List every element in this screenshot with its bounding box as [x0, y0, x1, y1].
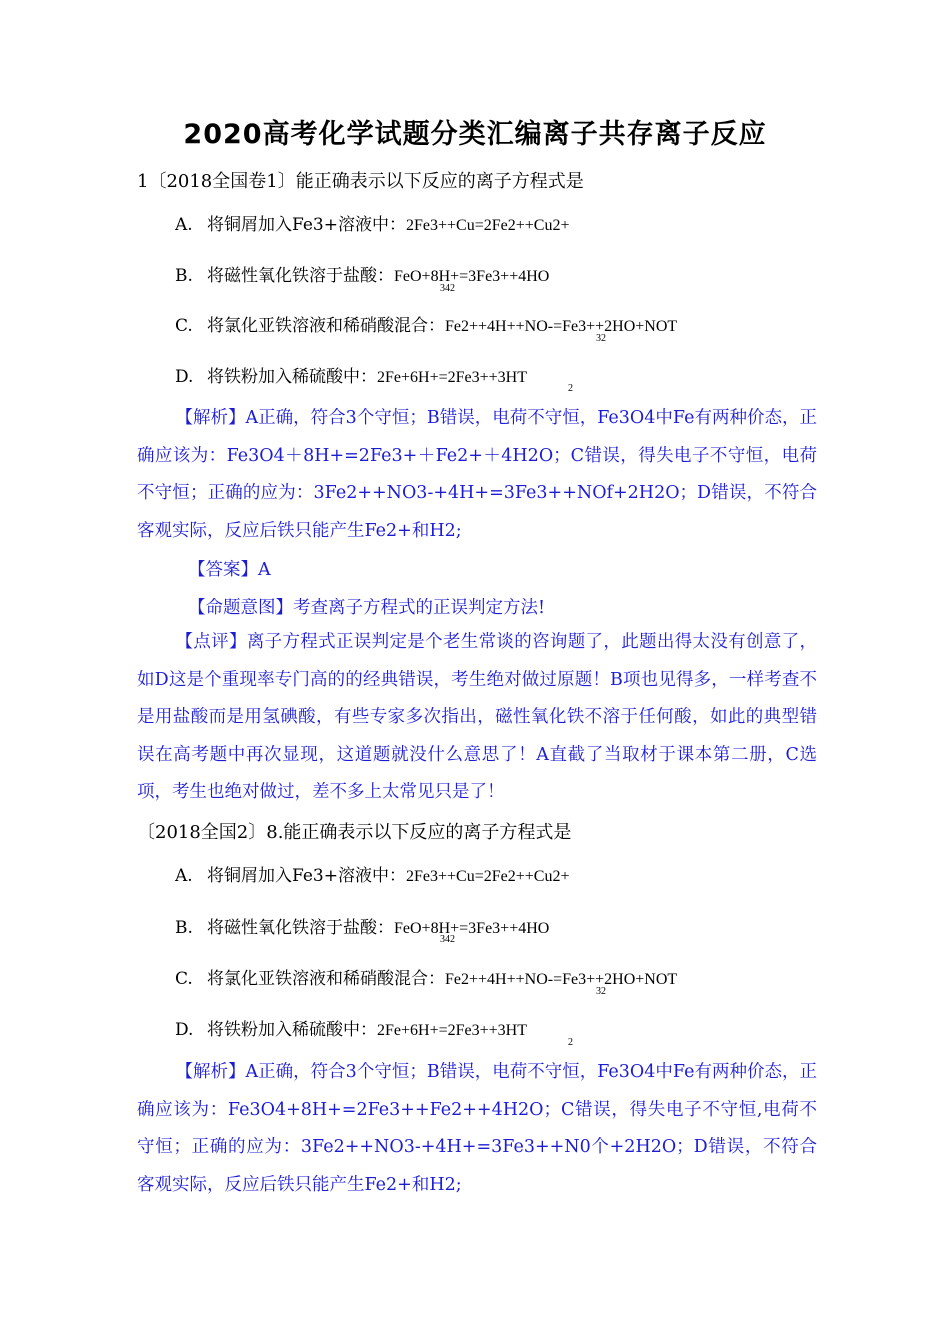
- analysis-text: 【解析】A正确，符合3个守恒；B错误，电荷不守恒，Fe3O4中Fe有两种价态，正确应该为：Fe3O4＋8H+=2Fe3+＋Fe2+＋4H2O；C错误，得失电子不守恒，电荷不守恒；正确的应为：3Fe2++NO3-+4H+=3Fe3++NOf+2H2O；D错误，不符合客观实际，反应后铁只能产生Fe2+和H2;: [137, 408, 817, 541]
- q2-option-c-subscripts: 32: [596, 986, 606, 997]
- q1-intent: 【命题意图】考查离子方程式的正误判定方法!: [188, 598, 546, 618]
- q1-option-b: [175, 261, 549, 286]
- option-letter: B.: [175, 918, 193, 938]
- q1-option-c-subscripts: 32: [596, 333, 606, 344]
- option-equation: Fe2++4H++NO-=Fe3++2HO+NOT: [445, 318, 678, 335]
- option-letter: A.: [175, 215, 193, 235]
- document-title: 2020高考化学试题分类汇编离子共存离子反应: [183, 119, 767, 150]
- question-2-stem: 〔2018全国2〕8.能正确表示以下反应的离子方程式是: [137, 822, 572, 843]
- q1-analysis: [137, 400, 817, 550]
- q1-comment: [137, 624, 817, 812]
- option-letter: D.: [175, 1020, 194, 1040]
- q2-analysis: [137, 1054, 817, 1204]
- option-text: 将磁性氧化铁溶于盐酸：: [207, 918, 394, 938]
- q2-option-b: [175, 913, 549, 938]
- option-text: 将氯化亚铁溶液和稀硝酸混合：: [207, 969, 445, 989]
- q1-answer: 【答案】A: [188, 560, 271, 580]
- q1-option-a: [175, 210, 569, 235]
- comment-text: 【点评】离子方程式正误判定是个老生常谈的咨询题了，此题出得太没有创意了，如D这是个重现率专门高的的经典错误，考生绝对做过原题！B项也见得多，一样考查不是用盐酸而是用氢碘酸，有些专家多次指出，磁性氧化铁不溶于任何酸，如此的典型错误在高考题中再次显现，这道题就没什么意思了！A直截了当取材于课本第二册，C选项，考生也绝对做过，差不多上太常见只是了！: [137, 632, 817, 802]
- option-letter: C.: [175, 969, 193, 989]
- option-letter: A.: [175, 866, 193, 886]
- option-equation: FeO+8H+=3Fe3++4HO: [394, 920, 550, 937]
- q1-option-d: [175, 362, 527, 387]
- option-letter: D.: [175, 367, 194, 387]
- option-equation: Fe2++4H++NO-=Fe3++2HO+NOT: [445, 971, 678, 988]
- option-text: 将铜屑加入Fe3+溶液中：: [207, 866, 406, 886]
- option-text: 将铁粉加入稀硫酸中：: [207, 1020, 377, 1040]
- q2-option-b-subscripts: 342: [440, 934, 455, 945]
- q1-option-d-subscripts: 2: [568, 383, 573, 394]
- q2-option-d: [175, 1015, 527, 1040]
- q1-option-b-subscripts: 342: [440, 283, 455, 294]
- option-text: 将铁粉加入稀硫酸中：: [207, 367, 377, 387]
- option-text: 将磁性氧化铁溶于盐酸：: [207, 266, 394, 286]
- option-equation: FeO+8H+=3Fe3++4HO: [394, 268, 550, 285]
- option-text: 将氯化亚铁溶液和稀硝酸混合：: [207, 316, 445, 336]
- option-text: 将铜屑加入Fe3+溶液中：: [207, 215, 406, 235]
- q2-option-d-subscripts: 2: [568, 1037, 573, 1048]
- option-letter: C.: [175, 316, 193, 336]
- option-equation: 2Fe+6H+=2Fe3++3HT: [377, 1022, 527, 1039]
- question-1-stem: 1〔2018全国卷1〕能正确表示以下反应的离子方程式是: [137, 171, 584, 192]
- q2-option-a: [175, 861, 569, 886]
- option-letter: B.: [175, 266, 193, 286]
- option-equation: 2Fe+6H+=2Fe3++3HT: [377, 369, 527, 386]
- analysis-text: 【解析】A正确，符合3个守恒；B错误，电荷不守恒，Fe3O4中Fe有两种价态，正确应该为：Fe3O4+8H+=2Fe3++Fe2++4H2O；C错误，得失电子不守恒,电荷不守恒；正确的应为：3Fe2++NO3-+4H+=3Fe3++N0个+2H2O；D错误，不符合客观实际，反应后铁只能产生Fe2+和H2;: [137, 1062, 817, 1195]
- option-equation: 2Fe3++Cu=2Fe2++Cu2+: [406, 868, 570, 885]
- option-equation: 2Fe3++Cu=2Fe2++Cu2+: [406, 217, 570, 234]
